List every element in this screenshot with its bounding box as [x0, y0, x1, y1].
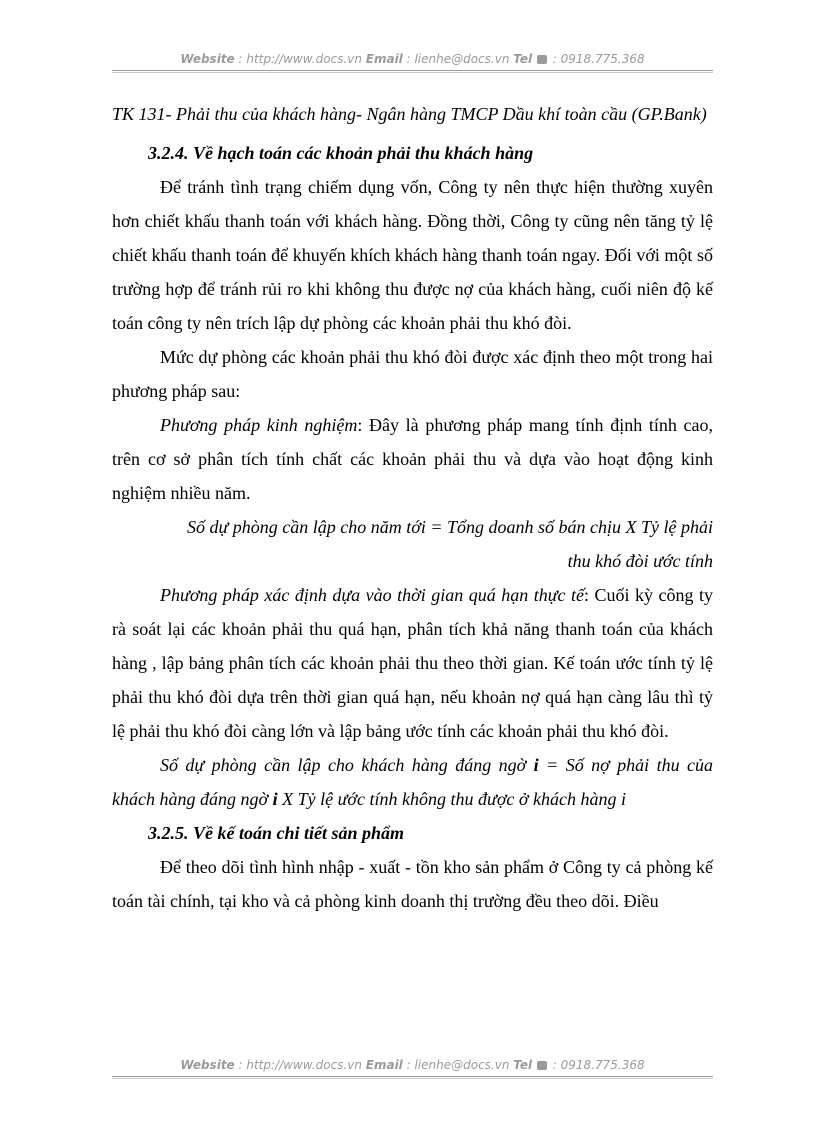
method-1-paragraph: [112, 408, 713, 510]
formula-2-part-c: X Tỷ lệ ước tính không thu được ở khách hàng i: [277, 789, 626, 809]
method-1-description: : Đây là phương pháp mang tính định tính cao, trên cơ sở phân tích tính chất các khoản phải thu và dựa vào hoạt động kinh nghiệm nhiều năm.: [112, 415, 713, 503]
formula-2-part-a: Số dự phòng cần lập cho khách hàng đáng ngờ: [160, 755, 534, 775]
footer-email-value: : lienhe@docs.vn: [402, 1058, 514, 1072]
header-divider: [112, 70, 713, 73]
footer-divider: [112, 1076, 713, 1079]
footer-tel-label: Tel: [513, 1058, 533, 1072]
footer-website-value: : http://www.docs.vn: [234, 1058, 366, 1072]
formula-2-index-1: i: [533, 755, 539, 775]
header-website-label: Website: [180, 52, 235, 66]
header-email-value: : lienhe@docs.vn: [402, 52, 514, 66]
footer-email-label: Email: [365, 1058, 403, 1072]
page-body: [112, 98, 713, 918]
header-tel-label: Tel: [513, 52, 533, 66]
formula-1: Số dự phòng cần lập cho năm tới = Tổng doanh số bán chịu X Tỷ lệ phải thu khó đòi ước tính: [186, 517, 713, 571]
formula-2: [112, 748, 713, 816]
header-email-label: Email: [365, 52, 403, 66]
footer-tel-value: : 0918.775.368: [548, 1058, 645, 1072]
paragraph-3: Để theo dõi tình hình nhập - xuất - tồn kho sản phẩm ở Công ty cả phòng kế toán tài chính, tại kho và cả phòng kinh doanh thị trường đều theo dõi. Điều: [112, 857, 713, 911]
method-2-paragraph: [112, 578, 713, 748]
paragraph-1: Để tránh tình trạng chiếm dụng vốn, Công ty nên thực hiện thường xuyên hơn chiết khấu thanh toán với khách hàng. Đồng thời, Công ty cũng nên tăng tỷ lệ chiết khấu thanh toán để khuyến khích khách hàng thanh toán ngay. Đối với một số trường hợp để tránh rủi ro khi không thu được nợ của khách hàng, cuối niên độ kế toán công ty nên trích lập dự phòng các khoản phải thu khó đòi.: [112, 177, 713, 333]
phone-icon: [537, 55, 547, 64]
account-line: TK 131- Phải thu của khách hàng- Ngân hàng TMCP Dầu khí toàn cầu (GP.Bank): [112, 104, 707, 124]
section-heading-3-2-5: 3.2.5. Về kế toán chi tiết sản phẩm: [148, 823, 405, 843]
method-1-term: Phương pháp kinh nghiệm: [160, 415, 358, 435]
formula-2-index-2: i: [272, 789, 278, 809]
page-footer: [112, 1058, 713, 1072]
header-tel-value: : 0918.775.368: [548, 52, 645, 66]
footer-website-label: Website: [180, 1058, 235, 1072]
page-header: [112, 52, 713, 66]
method-2-description: : Cuối kỳ công ty rà soát lại các khoản phải thu quá hạn, phân tích khả năng thanh toán của khách hàng , lập bảng phân tích các khoản phải thu theo thời gian. Kế toán ước tính tỷ lệ phải thu khó đòi dựa trên thời gian quá hạn, nếu khoản nợ quá hạn càng lâu thì tỷ lệ phải thu khó đòi càng lớn và lập bảng ước tính các khoản phải thu khó đòi.: [112, 585, 713, 741]
formula-2-part-b: = Số nợ phải thu của khách hàng đáng ngờ: [112, 755, 713, 809]
paragraph-2: Mức dự phòng các khoản phải thu khó đòi được xác định theo một trong hai phương pháp sau:: [112, 347, 713, 401]
section-heading-3-2-4: 3.2.4. Về hạch toán các khoản phải thu khách hàng: [148, 143, 534, 163]
header-website-value: : http://www.docs.vn: [234, 52, 366, 66]
phone-icon: [537, 1061, 547, 1070]
method-2-term: Phương pháp xác định dựa vào thời gian quá hạn thực tế: [160, 585, 585, 605]
